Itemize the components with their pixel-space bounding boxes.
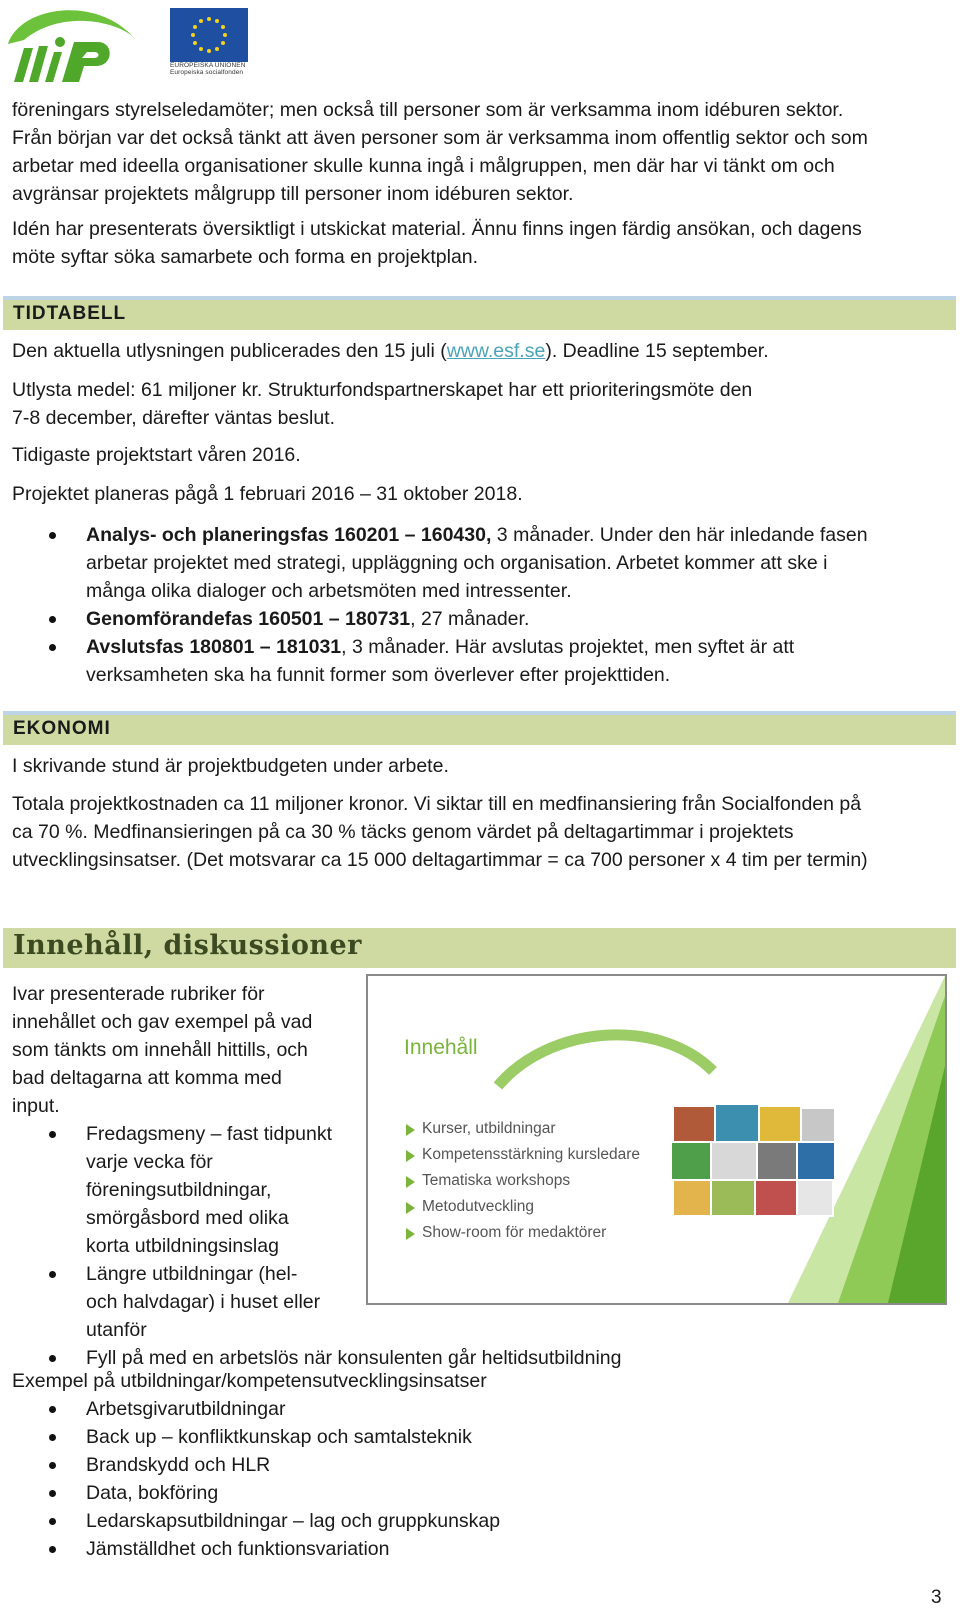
eu-caption-1: EUROPEISKA UNIONEN	[170, 62, 246, 69]
slide-image	[366, 974, 947, 1305]
list-item: Back up – konfliktkunskap och samtalsteknik	[12, 1423, 500, 1451]
eu-caption-2: Europeiska socialfonden	[170, 69, 244, 76]
slide-list	[404, 1116, 640, 1246]
cost-line: Totala projektkostnaden ca 11 miljoner kronor. Vi siktar till en medfinansiering från Socialfonden på	[12, 793, 862, 815]
bullet-icon	[49, 1406, 56, 1413]
idea-paragraph	[12, 215, 942, 271]
bullet-icon	[49, 1131, 56, 1138]
publication-text: Den aktuella utlysningen publicerades den 15 juli (	[12, 340, 447, 362]
slide-item: Kurser, utbildningar	[404, 1116, 640, 1142]
arrow-icon	[406, 1228, 415, 1240]
section-heading-tidtabell	[3, 296, 956, 330]
list-item: Brandskydd och HLR	[12, 1451, 500, 1479]
phase-list	[12, 521, 868, 689]
list-item: Data, bokföring	[12, 1479, 500, 1507]
phase-text: , 27 månader.	[410, 608, 530, 630]
bullet-icon	[49, 1518, 56, 1525]
bullet-icon	[49, 1462, 56, 1469]
phase-text: 3 månader. Under den här inledande fasen	[491, 524, 868, 546]
bullet-icon	[49, 1546, 56, 1553]
innehall-intro-line: Ivar presenterade rubriker för	[12, 983, 265, 1005]
slide-item: Show-room för medaktörer	[404, 1220, 640, 1246]
list-item: Längre utbildningar (hel- och halvdagar) i huset eller utanför	[12, 1260, 622, 1344]
list-item: Ledarskapsutbildningar – lag och gruppkunskap	[12, 1507, 500, 1535]
innehall-intro-line: som tänkts om innehåll hittills, och	[12, 1039, 308, 1061]
innehall-intro-line: input.	[12, 1095, 60, 1117]
examples-list	[12, 1395, 500, 1563]
funds-paragraph	[12, 376, 942, 432]
slide-item: Kompetensstärkning kursledare	[404, 1142, 640, 1168]
funds-line: Utlysta medel: 61 miljoner kr. Strukturfondspartnerskapet har ett prioriteringsmöte den	[12, 379, 753, 401]
mip-logo	[2, 0, 142, 86]
slide-item: Metodutveckling	[404, 1194, 640, 1220]
phase-text: många olika dialoger och arbetsmöten med intressenter.	[86, 580, 572, 602]
earliest-start: Tidigaste projektstart våren 2016.	[12, 444, 301, 466]
intro-line: Från början var det också tänkt att även personer som är verksamma inom offentlig sektor och som	[12, 127, 868, 149]
bullet-icon	[49, 644, 56, 651]
idea-line: Idén har presenterats översiktligt i utskickat material. Ännu finns ingen färdig ansökan, och dagens	[12, 218, 862, 240]
phase-title: Analys- och planeringsfas 160201 – 160430,	[86, 524, 492, 546]
arrow-icon	[406, 1176, 415, 1188]
bullet-icon	[49, 1434, 56, 1441]
list-item	[12, 633, 868, 689]
section-heading-innehall	[3, 928, 956, 968]
list-item	[12, 605, 868, 633]
intro-line: arbetar med ideella organisationer skulle kunna ingå i målgruppen, men där har vi tänkt om och	[12, 155, 835, 177]
list-item	[12, 521, 868, 605]
budget-status: I skrivande stund är projektbudgeten under arbete.	[12, 755, 449, 777]
section-heading-label: EKONOMI	[13, 718, 111, 739]
cost-paragraph	[12, 790, 942, 874]
phase-text: , 3 månader. Här avslutas projektet, men syftet är att	[341, 636, 795, 658]
phase-title: Avslutsfas 180801 – 181031	[86, 636, 342, 658]
publication-line	[12, 337, 942, 365]
intro-paragraph	[12, 96, 942, 208]
cost-line: ca 70 %. Medfinansieringen på ca 30 % täcks genom värdet på deltagartimmar i projektets	[12, 821, 794, 843]
bullet-icon	[49, 532, 56, 539]
phase-text: verksamheten ska ha funnit former som överlever efter projekttiden.	[86, 664, 671, 686]
bullet-icon	[49, 1490, 56, 1497]
arrow-icon	[406, 1124, 415, 1136]
slide-title: Innehåll	[404, 1036, 478, 1059]
bullet-icon	[49, 1355, 56, 1362]
bullet-icon	[49, 1271, 56, 1278]
slide-item: Tematiska workshops	[404, 1168, 640, 1194]
idea-line: möte syftar söka samarbete och forma en projektplan.	[12, 246, 479, 268]
phase-title: Genomförandefas 160501 – 180731	[86, 608, 411, 630]
arrow-icon	[406, 1150, 415, 1162]
phase-text: arbetar projektet med strategi, uppläggning och organisation. Arbetet kommer att ske i	[86, 552, 828, 574]
eu-flag-icon	[170, 8, 248, 62]
list-item: Jämställdhet och funktionsvariation	[12, 1535, 500, 1563]
list-item: Fyll på med en arbetslös när konsulenten går heltidsutbildning	[12, 1344, 622, 1372]
bullet-icon	[49, 616, 56, 623]
innehall-intro	[12, 980, 352, 1120]
list-item: Fredagsmeny – fast tidpunkt varje vecka för föreningsutbildningar, smörgåsbord med olika korta utbildningsinslag	[12, 1120, 622, 1260]
planned-period: Projektet planeras pågå 1 februari 2016 – 31 oktober 2018.	[12, 483, 523, 505]
funds-line: 7-8 december, därefter väntas beslut.	[12, 407, 336, 429]
cost-line: utvecklingsinsatser. (Det motsvarar ca 15 000 deltagartimmar = ca 700 personer x 4 tim per termin)	[12, 849, 868, 871]
section-heading-ekonomi	[3, 711, 956, 745]
arrow-icon	[406, 1202, 415, 1214]
page-number: 3	[931, 1587, 942, 1608]
intro-line: avgränsar projektets målgrupp till personer inom idéburen sektor.	[12, 183, 574, 205]
examples-heading: Exempel på utbildningar/kompetensutvecklingsinsatser	[12, 1370, 487, 1392]
section-heading-label: TIDTABELL	[13, 303, 127, 324]
innehall-intro-line: bad deltagarna att komma med	[12, 1067, 282, 1089]
section-heading-label: Innehåll, diskussioner	[13, 930, 362, 961]
list-item: Arbetsgivarutbildningar	[12, 1395, 500, 1423]
esf-link[interactable]: www.esf.se	[446, 340, 546, 362]
innehall-intro-line: innehållet och gav exempel på vad	[12, 1011, 313, 1033]
intro-line: föreningars styrelseledamöter; men också till personer som är verksamma inom idéburen sektor.	[12, 99, 844, 121]
deadline-text: ). Deadline 15 september.	[545, 340, 769, 362]
eu-logo	[170, 8, 250, 86]
